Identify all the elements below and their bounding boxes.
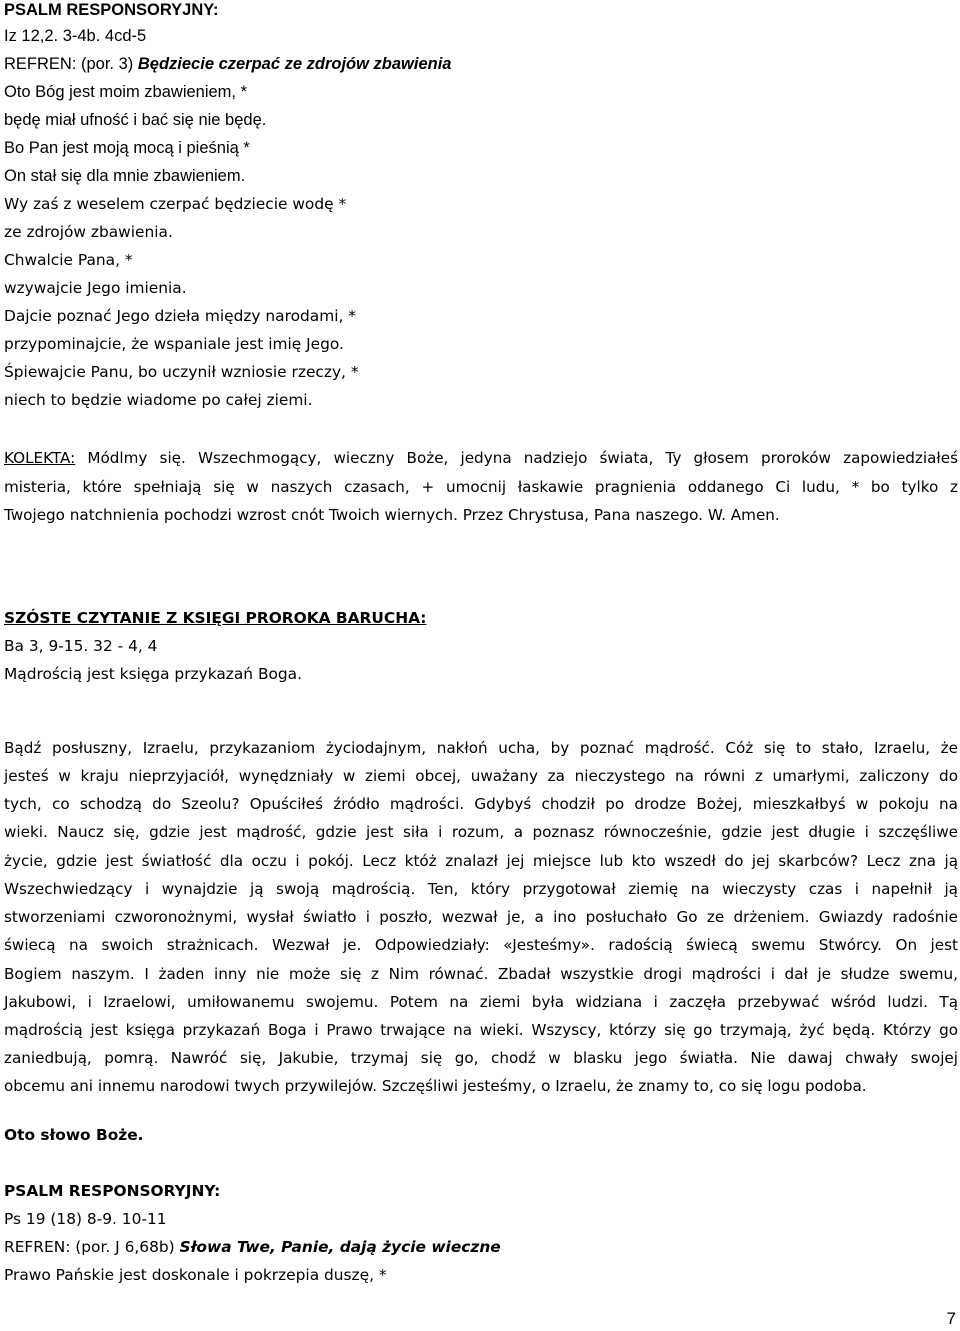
refrain-prefix: REFREN: (por. 3) <box>4 55 138 73</box>
psalm-verse: niech to będzie wiadome po całej ziemi. <box>4 391 313 409</box>
psalm-heading: PSALM RESPONSORYJNY: <box>4 1182 221 1200</box>
psalm-verse: będę miał ufność i bać się nie będę. <box>4 111 267 129</box>
kolekta-line <box>4 448 958 468</box>
reading-heading: SZÓSTE CZYTANIE Z KSIĘGI PROROKA BARUCHA: <box>4 609 427 627</box>
reading-line: Bogiem naszym. I żaden inny nie może się z Nim równać. Zbadał wszystkie drogi mądrości i dał je słudze swemu, <box>4 965 958 983</box>
reading-closing: Oto słowo Boże. <box>4 1126 144 1144</box>
kolekta-text: Módlmy się. Wszechmogący, wieczny Boże, jedyna nadziejo świata, Ty głosem proroków zapowiedziałeś <box>75 449 958 467</box>
psalm-refrain <box>4 54 451 74</box>
reading-line: jesteś w kraju nieprzyjaciół, wynędzniały w ziemi obcej, uważany za nieczystego na równi z umarłymi, zaliczony do <box>4 767 958 785</box>
psalm-refrain <box>4 1237 501 1257</box>
psalm-reference: Ps 19 (18) 8-9. 10-11 <box>4 1210 167 1228</box>
psalm-verse: Prawo Pańskie jest doskonale i pokrzepia duszę, * <box>4 1266 387 1284</box>
reading-line: mądrością jest księga przykazań Boga i Prawo trwające na wieki. Wszyscy, którzy się go trzymają, żyć będą. Którzy go <box>4 1021 958 1039</box>
psalm-heading: PSALM RESPONSORYJNY: <box>4 1 219 19</box>
reading-motto: Mądrością jest księga przykazań Boga. <box>4 665 303 683</box>
reading-line: obcemu ani innemu narodowi twych przywilejów. Szczęśliwi jesteśmy, o Izraelu, że znamy to, co się logu podoba. <box>4 1077 867 1095</box>
psalm-verse: wzywajcie Jego imienia. <box>4 279 187 297</box>
refrain-text: Będziecie czerpać ze zdrojów zbawienia <box>137 55 452 73</box>
reading-line: świecą na swoich strażnicach. Wezwał je. Odpowiedziały: «Jesteśmy». radością świecą swemu Stwórcy. On jest <box>4 936 958 954</box>
psalm-verse: Bo Pan jest moją mocą i pieśnią * <box>4 139 250 157</box>
psalm-verse: Chwalcie Pana, * <box>4 251 133 269</box>
psalm-verse: Oto Bóg jest moim zbawieniem, * <box>4 83 248 101</box>
psalm-reference: Iz 12,2. 3-4b. 4cd-5 <box>4 27 147 45</box>
reading-line: tych, co schodzą do Szeolu? Opuściłeś źródło mądrości. Gdybyś chodził po drodze Bożej, mieszkałbyś w pokoju na <box>4 795 958 813</box>
refrain-text: Słowa Twe, Panie, dają życie wieczne <box>179 1238 501 1256</box>
kolekta-line: misteria, które spełniają się w naszych czasach, + umocnij łaskawie pragnienia oddanego Ci ludu, * bo tylko z <box>4 478 958 496</box>
psalm-verse: Wy zaś z weselem czerpać będziecie wodę * <box>4 195 347 213</box>
kolekta-label: KOLEKTA: <box>4 449 76 467</box>
reading-line: Wszechwiedzący i wynajdzie ją swoją mądrością. Ten, który przygotował ziemię na wieczysty czas i napełnił ją <box>4 880 958 898</box>
kolekta-line: Twojego natchnienia pochodzi wzrost cnót Twoich wiernych. Przez Chrystusa, Pana naszego. W. Amen. <box>4 506 780 524</box>
reading-line: Bądź posłuszny, Izraelu, przykazaniom życiodajnym, nakłoń ucha, by poznać mądrość. Cóż się to stało, Izraelu, że <box>4 739 958 757</box>
psalm-verse: On stał się dla mnie zbawieniem. <box>4 167 246 185</box>
reading-line: wieki. Naucz się, gdzie jest mądrość, gdzie jest siła i rozum, a poznasz równocześnie, gdzie jest długie i szczęśliwe <box>4 823 958 841</box>
reading-reference: Ba 3, 9-15. 32 - 4, 4 <box>4 637 158 655</box>
page-number: 7 <box>946 1309 956 1328</box>
refrain-prefix: REFREN: (por. J 6,68b) <box>4 1238 180 1256</box>
reading-line: życie, gdzie jest światłość dla oczu i pokój. Lecz któż znalazł jej miejsce lub kto wszedł do jej skarbców? Lecz zna ją <box>4 852 958 870</box>
psalm-verse: Śpiewajcie Panu, bo uczynił wzniosie rzeczy, * <box>4 363 359 381</box>
reading-line: Jakubowi, i Izraelowi, umiłowanemu swojemu. Potem na ziemi była widziana i zaczęła przebywać wśród ludzi. Tą <box>4 993 958 1011</box>
psalm-verse: Dajcie poznać Jego dzieła między narodami, * <box>4 307 356 325</box>
psalm-verse: przypominajcie, że wspaniale jest imię Jego. <box>4 335 344 353</box>
reading-line: stworzeniami czworonożnymi, wysłał światło i poszło, wezwał je, a ino posłuchało Go ze drżeniem. Gwiazdy radośnie <box>4 908 958 926</box>
reading-line: zaniedbują, pomrą. Nawróć się, Jakubie, trzymaj się go, chodź w blasku jego światła. Nie dawaj chwały swojej <box>4 1049 958 1067</box>
psalm-verse: ze zdrojów zbawienia. <box>4 223 173 241</box>
